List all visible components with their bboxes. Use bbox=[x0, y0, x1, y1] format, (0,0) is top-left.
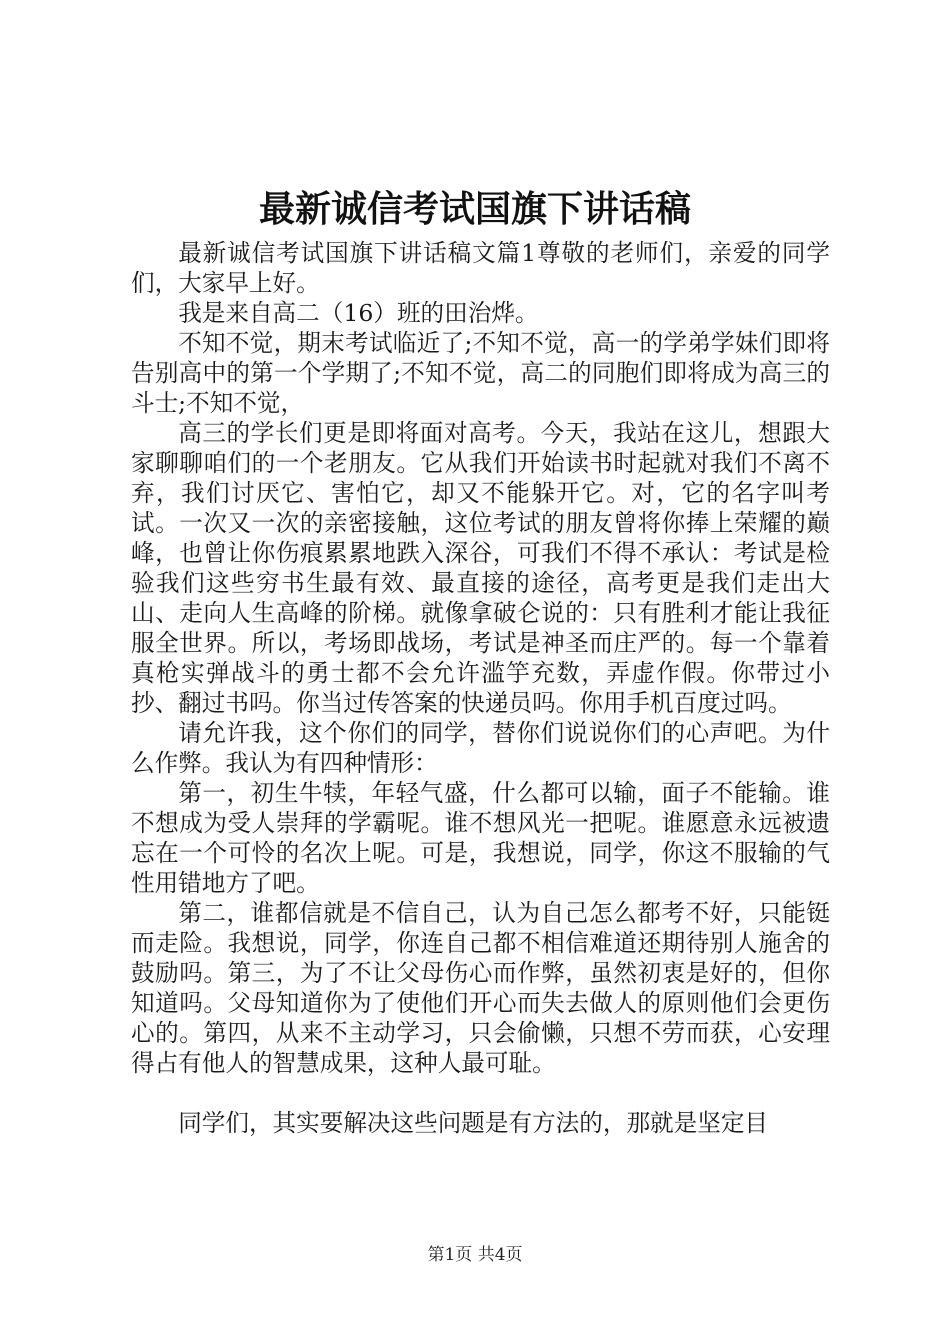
document-title: 最新诚信考试国旗下讲话稿 bbox=[258, 188, 691, 230]
paragraph: 第一，初生牛犊，年轻气盛，什么都可以输，面子不能输。谁不想成为受人崇拜的学霸呢。谁不想风光一把呢。谁愿意永远被遗忘在一个可怜的名次上呢。可是，我想说，同学，你这不服输的气性用错地方了吧。 bbox=[131, 779, 830, 897]
paragraph: 最新诚信考试国旗下讲话稿文篇1尊敬的老师们，亲爱的同学们，大家早上好。 bbox=[131, 239, 830, 297]
paragraph: 第二，谁都信就是不信自己，认为自己怎么都考不好，只能铤而走险。我想说，同学，你连自己都不相信难道还期待别人施舍的鼓励吗。第三，为了不让父母伤心而作弊，虽然初衷是好的，但你知道吗。父母知道你为了使他们开心而失去做人的原则他们会更伤心的。第四，从来不主动学习，只会偷懒，只想不劳而获，心安理得占有他人的智慧成果，这种人最可耻。 bbox=[131, 899, 830, 1077]
paragraph: 我是来自高二（16）班的田治烨。 bbox=[178, 299, 539, 327]
paragraph: 高三的学长们更是即将面对高考。今天，我站在这儿，想跟大家聊聊咱们的一个老朋友。它从我们开始读书时起就对我们不离不弃，我们讨厌它、害怕它，却又不能躲开它。对，它的名字叫考试。一次又一次的亲密接触，这位考试的朋友曾将你捧上荣耀的巅峰，也曾让你伤痕累累地跌入深谷，可我们不得不承认：考试是检验我们这些穷书生最有效、最直接的途径，高考更是我们走出大山、走向人生高峰的阶梯。就像拿破仑说的：只有胜利才能让我征服全世界。所以，考场即战场，考试是神圣而庄严的。每一个靠着真枪实弹战斗的勇士都不会允许滥竽充数，弄虚作假。你带过小抄、翻过书吗。你当过传答案的快递员吗。你用手机百度过吗。 bbox=[131, 419, 830, 717]
page-footer: 第1页 共4页 bbox=[427, 1245, 523, 1265]
paragraph: 请允许我，这个你们的同学，替你们说说你们的心声吧。为什么作弊。我认为有四种情形： bbox=[131, 719, 830, 777]
document-body bbox=[131, 238, 830, 1138]
paragraph: 不知不觉，期末考试临近了;不知不觉，高一的学弟学妹们即将告别高中的第一个学期了;不知不觉，高二的同胞们即将成为高三的斗士;不知不觉， bbox=[131, 329, 830, 417]
paragraph: 同学们，其实要解决这些问题是有方法的，那就是坚定目 bbox=[178, 1109, 769, 1137]
